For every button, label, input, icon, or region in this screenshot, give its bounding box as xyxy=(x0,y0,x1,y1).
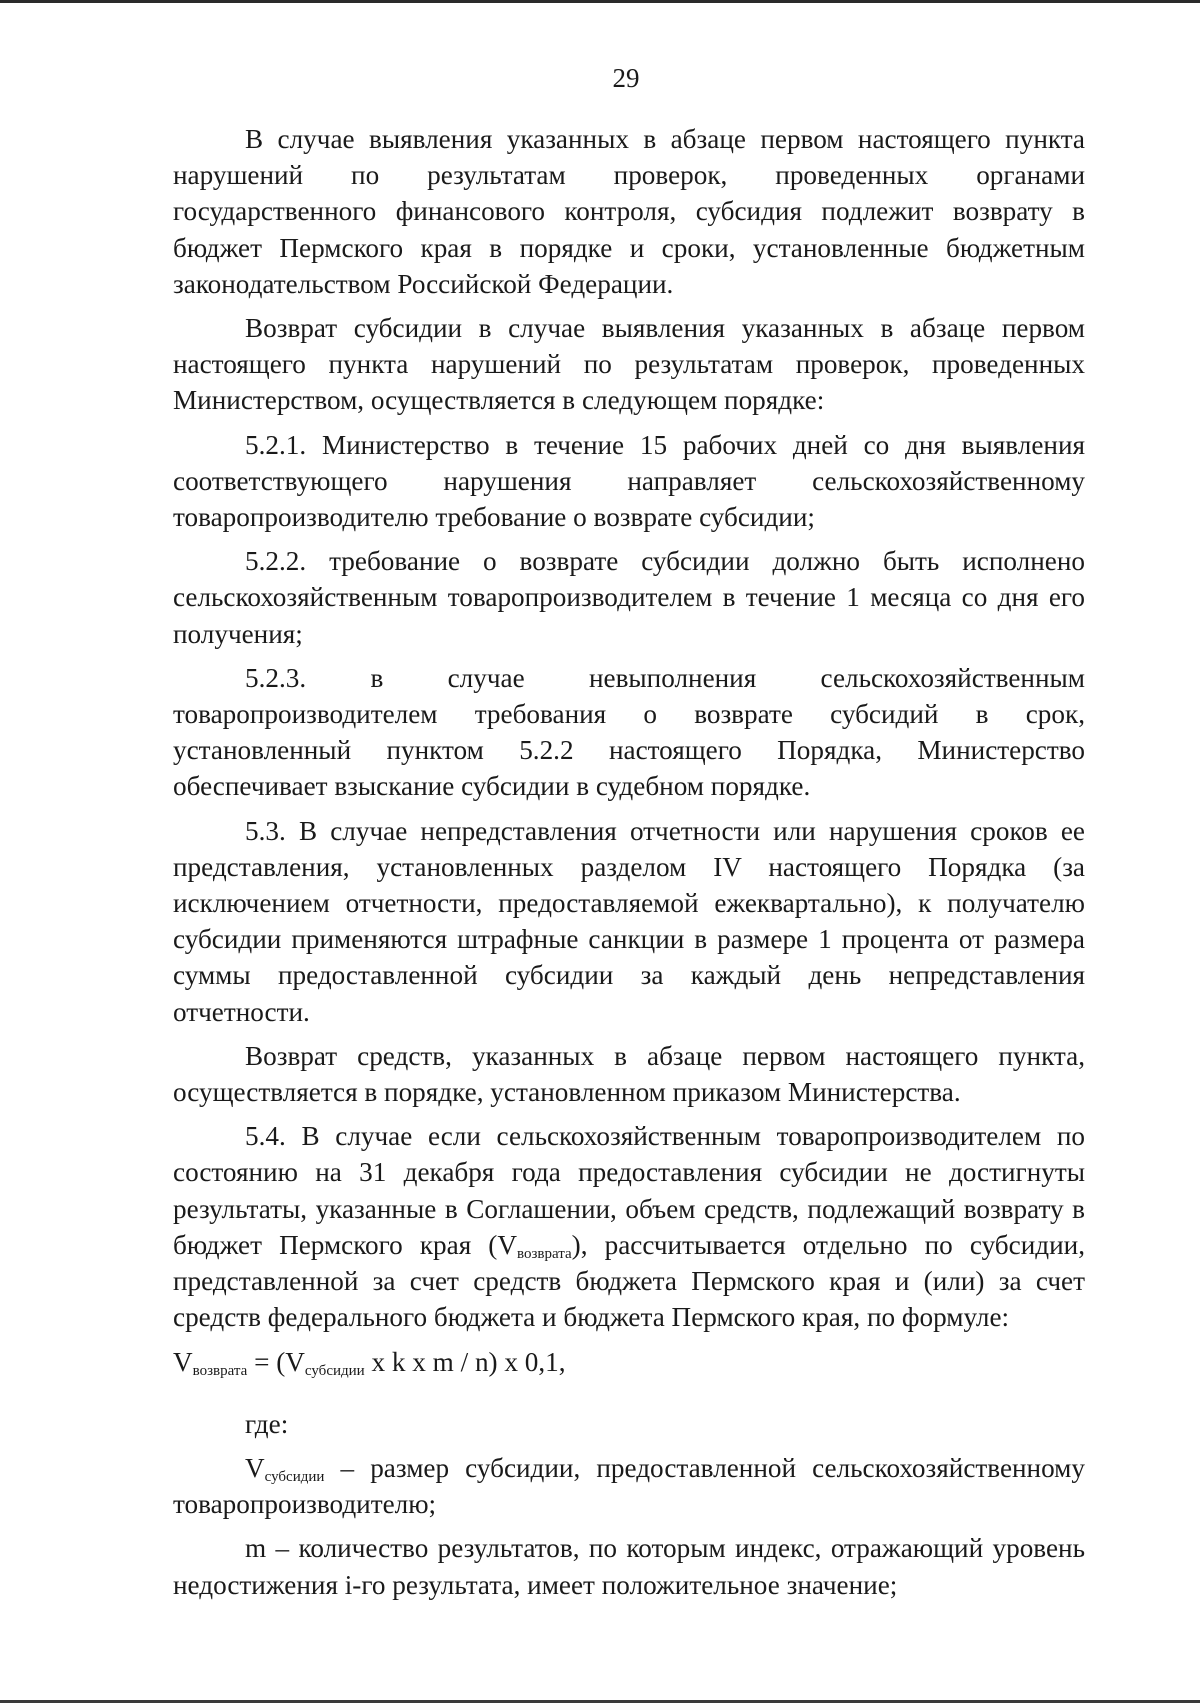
formula-eq-open: = (V xyxy=(247,1346,305,1377)
definition-m: m – количество результатов, по которым индекс, отражающий уровень недостижения i-го результата, имеет положительное значение; xyxy=(173,1533,1085,1600)
subscript-return: возврата xyxy=(517,1245,572,1262)
paragraph-5-4 xyxy=(173,1118,1085,1335)
definition-v-var: V xyxy=(245,1452,265,1483)
definition-v-sub: субсидии xyxy=(264,1468,325,1485)
definition-v-subsidy xyxy=(173,1450,1085,1522)
formula-rhs-rest: x k x m / n) x 0,1, xyxy=(364,1346,566,1377)
paragraph-return-ministry-order: Возврат субсидии в случае выявления указанных в абзаце первом настоящего пункта нарушений по результатам проверок, проведенных Министерством, осуществляется в следующем порядке: xyxy=(173,313,1085,416)
paragraph-5-4-text-b: ), рассчитывается отдельно по субсидии, представленной за счет средств бюджета Пермского края и (или) за счет средств федерального бюджета и бюджета Пермского края, по формуле: xyxy=(173,1229,1085,1333)
where-label: где: xyxy=(245,1408,289,1439)
paragraph-5-2-3: 5.2.3. в случае невыполнения сельскохозяйственным товаропроизводителем требования о возврате субсидий в срок, установленный пунктом 5.2.2 настоящего Порядка, Министерство обеспечивает взыскание субсидии в судебном порядке. xyxy=(173,662,1085,802)
paragraph-5-2-2: 5.2.2. требование о возврате субсидии должно быть исполнено сельскохозяйственным товаропроизводителем в течение 1 месяца со дня его получения; xyxy=(173,546,1085,649)
paragraph-5-2-1: 5.2.1. Министерство в течение 15 рабочих дней со дня выявления соответствующего нарушения направляет сельскохозяйственному товаропроизводителю требование о возврате субсидии; xyxy=(173,429,1085,533)
page-number: 29 xyxy=(612,63,640,93)
document-body xyxy=(173,121,1085,1611)
formula-rhs-sub: субсидии xyxy=(304,1362,365,1379)
paragraph-5-3: 5.3. В случае непредставления отчетности или нарушения сроков ее представления, установленных разделом IV настоящего Порядка (за исключением отчетности, предоставляемой ежеквартально), к получателю субсидии применяются штрафные санкции в размере 1 процента от размера суммы предоставленной субсидии за каждый день непредставления отчетности. xyxy=(173,815,1085,1027)
paragraph-return-state-control: В случае выявления указанных в абзаце первом настоящего пункта нарушений по результатам проверок, проведенных органами государственного финансового контроля, субсидия подлежит возврату в бюджет Пермского края в порядке и сроки, установленные бюджетным законодательством Российской Федерации. xyxy=(173,124,1085,299)
scan-edge-top xyxy=(0,0,1200,3)
definition-v-text: – размер субсидии, предоставленной сельскохозяйственному товаропроизводителю; xyxy=(173,1452,1085,1520)
paragraph-return-funds: Возврат средств, указанных в абзаце первом настоящего пункта, осуществляется в порядке, установленном приказом Министерства. xyxy=(173,1040,1085,1108)
formula xyxy=(173,1344,1085,1380)
paragraph-5-4-text-a: 5.4. В случае если сельскохозяйственным товаропроизводителем по состоянию на 31 декабря года предоставления субсидии не достигнуты результаты, указанные в Соглашении, объем средств, подлежащий возврату в бюджет Пермского края (V xyxy=(173,1121,1085,1260)
formula-lhs-sub: возврата xyxy=(192,1362,248,1379)
formula-lhs-var: V xyxy=(173,1346,193,1377)
